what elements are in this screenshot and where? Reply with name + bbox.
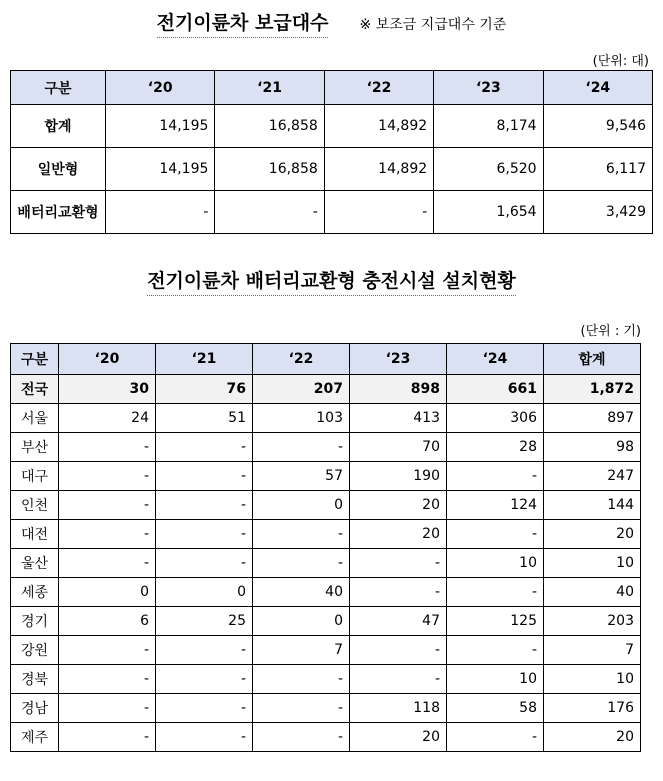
table2-cell: 20	[544, 520, 641, 549]
table2-cell: -	[59, 549, 156, 578]
table2-row	[11, 433, 641, 462]
table2-cell: 207	[253, 375, 350, 404]
table1-cell: 6,520	[434, 148, 543, 191]
table2-cell: 30	[59, 375, 156, 404]
table1-header-row	[11, 71, 653, 105]
table2-cell: 0	[253, 607, 350, 636]
table2-row	[11, 491, 641, 520]
table2-header-cell: ‘23	[350, 344, 447, 375]
table2-cell: 103	[253, 404, 350, 433]
table1-header-cell: ‘23	[434, 71, 543, 105]
table1-cell: 14,195	[106, 105, 215, 148]
table2-row	[11, 520, 641, 549]
table2-cell: -	[156, 665, 253, 694]
table2-row	[11, 549, 641, 578]
table2-row-label: 부산	[11, 433, 59, 462]
table2-cell: -	[350, 636, 447, 665]
table2-title: 전기이륜차 배터리교환형 충전시설 설치현황	[147, 266, 516, 293]
table2-row	[11, 578, 641, 607]
table1-cell: 3,429	[543, 191, 652, 234]
table2-cell: 118	[350, 694, 447, 723]
table2-cell: -	[253, 520, 350, 549]
table2-cell: -	[156, 433, 253, 462]
table2-title-row	[0, 266, 663, 293]
table2-cell: 10	[544, 665, 641, 694]
table1-cell: -	[106, 191, 215, 234]
table2-cell: -	[156, 491, 253, 520]
table2-cell: 25	[156, 607, 253, 636]
table2-cell: -	[59, 694, 156, 723]
table2-row-label: 경기	[11, 607, 59, 636]
table2-cell: -	[156, 520, 253, 549]
table2-row	[11, 665, 641, 694]
table2-cell: -	[156, 462, 253, 491]
table2-cell: 190	[350, 462, 447, 491]
table2-cell: 144	[544, 491, 641, 520]
table2-cell: 98	[544, 433, 641, 462]
table2-cell: 10	[447, 549, 544, 578]
table2-cell: -	[59, 491, 156, 520]
table2-cell: 10	[447, 665, 544, 694]
table2-row	[11, 404, 641, 433]
table2-cell: 47	[350, 607, 447, 636]
table2-row-label: 세종	[11, 578, 59, 607]
table2-cell: 124	[447, 491, 544, 520]
table1-row-label: 합계	[11, 105, 106, 148]
table2-cell: 7	[544, 636, 641, 665]
table2-cell: 898	[350, 375, 447, 404]
table1-cell: 1,654	[434, 191, 543, 234]
table1-row-label: 일반형	[11, 148, 106, 191]
table2-cell: -	[156, 549, 253, 578]
table2-cell: -	[447, 462, 544, 491]
table2-row-label: 대전	[11, 520, 59, 549]
table2-header-row	[11, 344, 641, 375]
table2-cell: 24	[59, 404, 156, 433]
table2-cell: 0	[59, 578, 156, 607]
table2-cell: 203	[544, 607, 641, 636]
table1-header-cell: ‘21	[215, 71, 324, 105]
table1-note: ※ 보조금 지급대수 기준	[359, 17, 507, 33]
table2-cell: -	[447, 636, 544, 665]
table2-cell: -	[59, 723, 156, 752]
table2-row	[11, 607, 641, 636]
table2-cell: -	[350, 665, 447, 694]
table2-row-label: 강원	[11, 636, 59, 665]
table2-cell: 40	[544, 578, 641, 607]
table1-cell: 14,892	[324, 105, 433, 148]
table2-cell: -	[156, 694, 253, 723]
table2-cell: -	[447, 578, 544, 607]
table2-row	[11, 636, 641, 665]
table1-cell: 14,195	[106, 148, 215, 191]
table2-row-label: 경북	[11, 665, 59, 694]
table2-cell: -	[253, 694, 350, 723]
table2-cell: 51	[156, 404, 253, 433]
table2-cell: -	[59, 665, 156, 694]
table1-title-row	[0, 8, 663, 35]
table1-row-label: 배터리교환형	[11, 191, 106, 234]
table2-cell: 40	[253, 578, 350, 607]
table2-cell: -	[447, 723, 544, 752]
table2-cell: 20	[350, 520, 447, 549]
table2-cell: -	[253, 549, 350, 578]
charging-station-table	[10, 343, 641, 752]
table2-row-label: 인천	[11, 491, 59, 520]
table2-unit: (단위 : 기)	[580, 324, 641, 339]
table2-cell: -	[59, 433, 156, 462]
table2-cell: 897	[544, 404, 641, 433]
table2-cell: 413	[350, 404, 447, 433]
table2-cell: -	[59, 636, 156, 665]
table2-cell: 176	[544, 694, 641, 723]
table1-cell: 9,546	[543, 105, 652, 148]
table2-cell: 76	[156, 375, 253, 404]
table2-cell: 125	[447, 607, 544, 636]
table2-row	[11, 694, 641, 723]
table2-cell: 0	[156, 578, 253, 607]
table2-cell: 6	[59, 607, 156, 636]
table1-unit: (단위: 대)	[592, 54, 649, 69]
table1-row	[11, 105, 653, 148]
table1-header-cell: ‘22	[324, 71, 433, 105]
table1-cell: 8,174	[434, 105, 543, 148]
table1-cell: 16,858	[215, 148, 324, 191]
table2-row	[11, 375, 641, 404]
table2-cell: 20	[544, 723, 641, 752]
table1-cell: 6,117	[543, 148, 652, 191]
table2-row-label: 울산	[11, 549, 59, 578]
table2-cell: -	[447, 520, 544, 549]
table2-row	[11, 723, 641, 752]
table2-cell: -	[253, 723, 350, 752]
table2-cell: 57	[253, 462, 350, 491]
table2-cell: 7	[253, 636, 350, 665]
table2-cell: -	[156, 723, 253, 752]
table2-cell: 0	[253, 491, 350, 520]
table1-cell: -	[324, 191, 433, 234]
table2-cell: -	[156, 636, 253, 665]
table2-header-cell: 구분	[11, 344, 59, 375]
table1-title: 전기이륜차 보급대수	[157, 8, 329, 35]
table2-header-cell: ‘24	[447, 344, 544, 375]
table2-header-cell: 합계	[544, 344, 641, 375]
table2-cell: -	[59, 520, 156, 549]
table2-row-label: 제주	[11, 723, 59, 752]
table1-header-cell: ‘24	[543, 71, 652, 105]
table1-row	[11, 148, 653, 191]
table2-cell: 20	[350, 491, 447, 520]
table2-header-cell: ‘21	[156, 344, 253, 375]
table2-cell: -	[350, 549, 447, 578]
table2-row-label: 전국	[11, 375, 59, 404]
table2-cell: 1,872	[544, 375, 641, 404]
table2-row-label: 대구	[11, 462, 59, 491]
table2-cell: -	[59, 462, 156, 491]
table1-row	[11, 191, 653, 234]
table2-cell: 58	[447, 694, 544, 723]
table2-header-cell: ‘20	[59, 344, 156, 375]
table2-cell: 247	[544, 462, 641, 491]
table2-row	[11, 462, 641, 491]
table2-row-label: 경남	[11, 694, 59, 723]
table2-cell: -	[253, 665, 350, 694]
table1-cell: -	[215, 191, 324, 234]
table2-cell: 20	[350, 723, 447, 752]
table2-cell: 28	[447, 433, 544, 462]
table2-cell: 10	[544, 549, 641, 578]
table2-row-label: 서울	[11, 404, 59, 433]
table2-cell: 70	[350, 433, 447, 462]
table1-header-cell: ‘20	[106, 71, 215, 105]
table2-cell: 306	[447, 404, 544, 433]
table2-cell: -	[350, 578, 447, 607]
table1-cell: 14,892	[324, 148, 433, 191]
table2-cell: 661	[447, 375, 544, 404]
table2-header-cell: ‘22	[253, 344, 350, 375]
table1-cell: 16,858	[215, 105, 324, 148]
table1-header-cell: 구분	[11, 71, 106, 105]
table2-cell: -	[253, 433, 350, 462]
ebike-supply-table	[10, 70, 653, 234]
